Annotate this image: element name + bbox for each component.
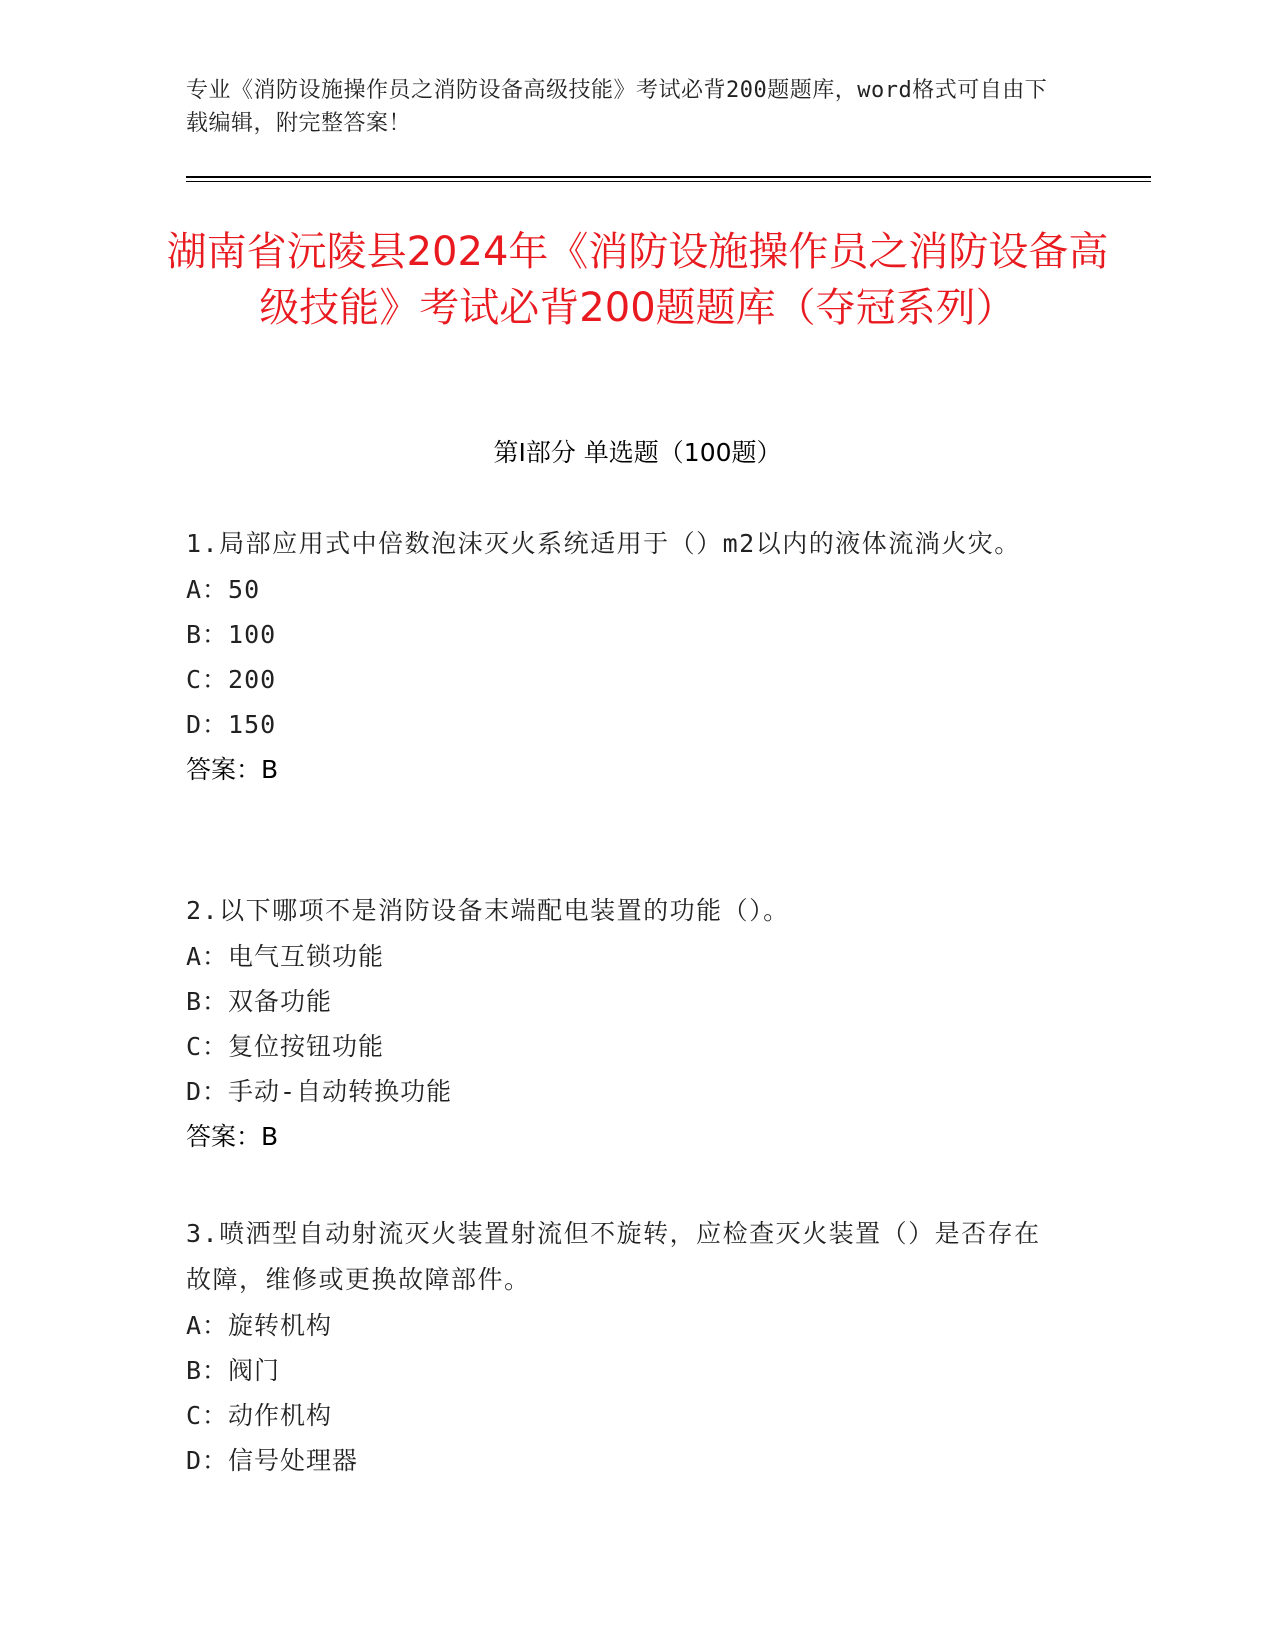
answer-line: 答案：B <box>186 755 279 784</box>
answer-line: 答案：B <box>186 1122 279 1151</box>
header-divider-thin <box>186 181 1151 182</box>
question-text: 2.以下哪项不是消防设备末端配电装置的功能（）。 <box>186 896 790 925</box>
option-d: D：150 <box>186 710 277 739</box>
option-c: C：复位按钮功能 <box>186 1032 385 1061</box>
section-heading: 第I部分 单选题（100题） <box>493 438 782 467</box>
option-c: C：动作机构 <box>186 1401 333 1430</box>
header-note: 专业《消防设施操作员之消防设备高级技能》考试必背200题题库，word格式可自由下载编辑，附完整答案！ <box>186 78 1048 136</box>
header-divider-thick <box>186 176 1151 178</box>
option-d: D：信号处理器 <box>186 1446 359 1475</box>
question-item <box>186 521 1056 792</box>
question-text: 1.局部应用式中倍数泡沫灭火系统适用于（）m2以内的液体流淌火灾。 <box>186 529 1021 558</box>
option-b: B：双备功能 <box>186 987 333 1016</box>
question-item <box>186 888 1056 1159</box>
option-a: A：50 <box>186 575 261 604</box>
option-d: D：手动-自动转换功能 <box>186 1077 453 1106</box>
document-title: 湖南省沅陵县2024年《消防设施操作员之消防设备高级技能》考试必背200题题库（夺冠系列） <box>166 229 1109 331</box>
question-text: 3.喷洒型自动射流灭火装置射流但不旋转，应检查灭火装置（）是否存在故障，维修或更换故障部件。 <box>186 1219 1041 1294</box>
question-item <box>186 1211 1056 1483</box>
option-a: A：电气互锁功能 <box>186 942 385 971</box>
option-c: C：200 <box>186 665 277 694</box>
option-b: B：阀门 <box>186 1356 281 1385</box>
option-a: A：旋转机构 <box>186 1311 333 1340</box>
option-b: B：100 <box>186 620 277 649</box>
